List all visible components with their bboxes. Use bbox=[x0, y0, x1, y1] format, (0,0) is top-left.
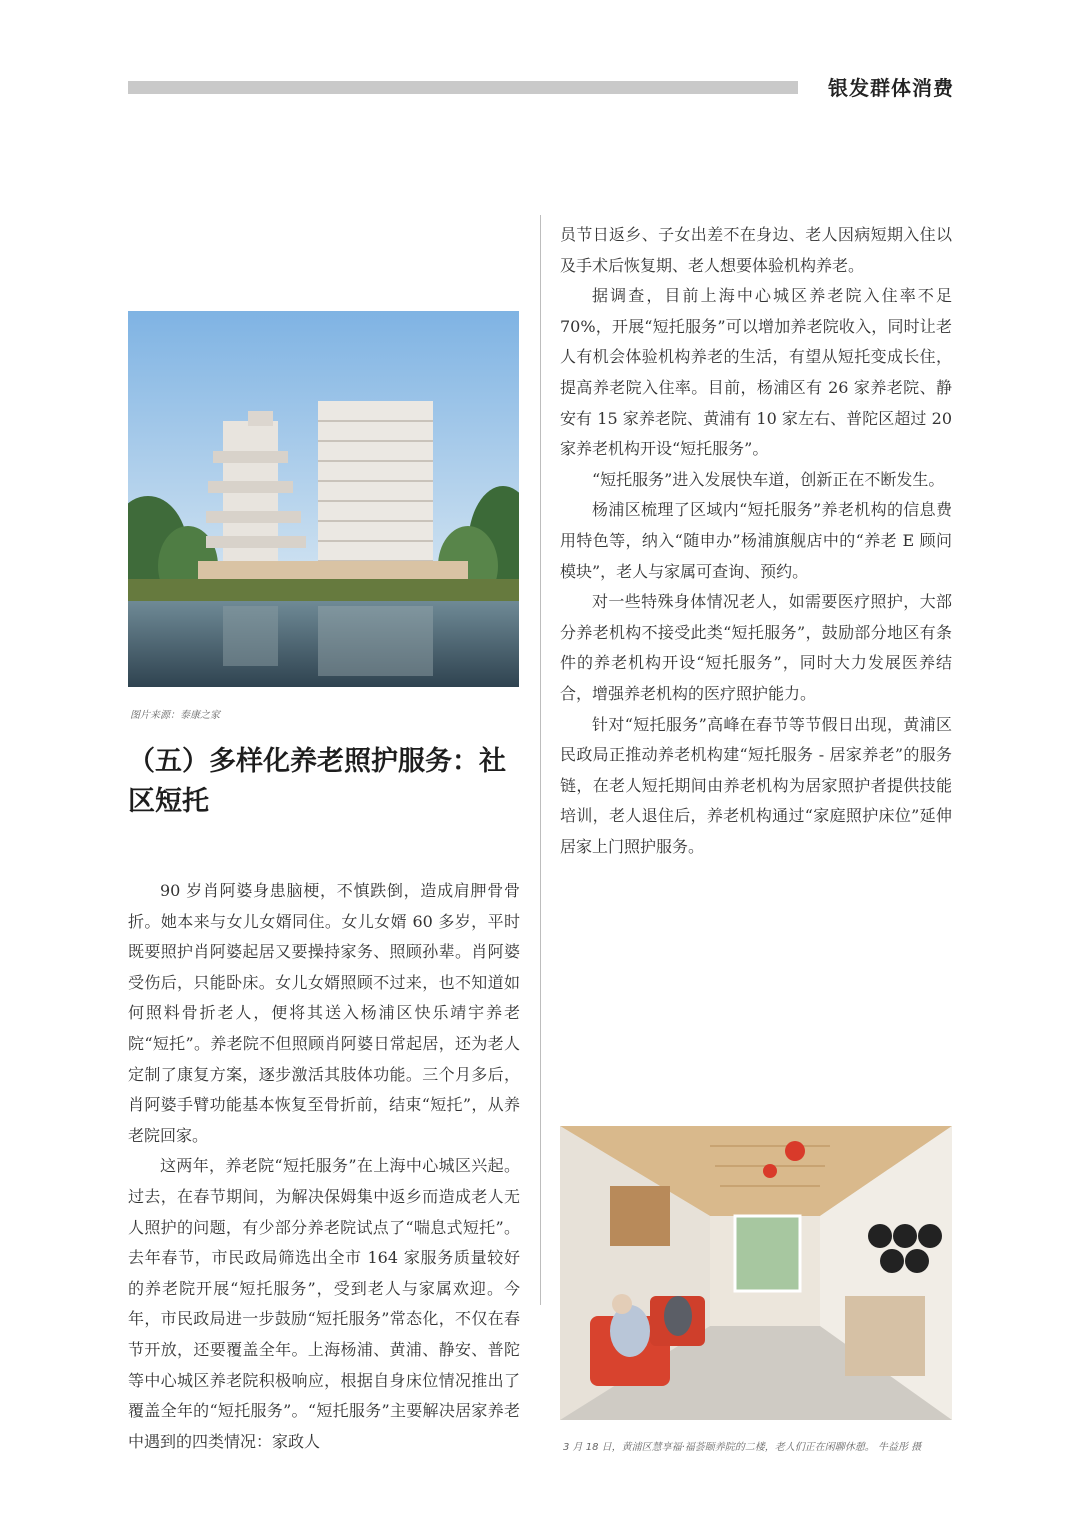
paragraph: 90 岁肖阿婆身患脑梗，不慎跌倒，造成肩胛骨骨折。她本来与女儿女婿同住。女儿女婿 60 多岁，平时既要照护肖阿婆起居又要操持家务、照顾孙辈。肖阿婆受伤后，只能卧床。女儿女婿照顾不过来，也不知道如何照料骨折老人，便将其送入杨浦区快乐靖宇养老院“短托”。养老院不但照顾肖阿婆日常起居，还为老人定制了康复方案，逐步激活其肢体功能。三个月多后，肖阿婆手臂功能基本恢复至骨折前，结束“短托”，从养老院回家。 bbox=[128, 881, 520, 1145]
paragraph: 对一些特殊身体情况老人，如需要医疗照护，大部分养老机构不接受此类“短托服务”，鼓励部分地区有条件的养老机构开设“短托服务”，同时大力发展医养结合，增强养老机构的医疗照护能力。 bbox=[560, 592, 952, 703]
paragraph: 杨浦区梳理了区域内“短托服务”养老机构的信息费用特色等，纳入“随申办”杨浦旗舰店中的“养老 E 顾问模块”，老人与家属可查询、预约。 bbox=[560, 500, 952, 581]
section-title: 银发群体消费 bbox=[828, 76, 954, 100]
paragraph: 针对“短托服务”高峰在春节等节假日出现，黄浦区民政局正推动养老机构建“短托服务 - 居家养老”的服务链，在老人短托期间由养老机构为居家照护者提供技能培训，老人退住后，养老机构通过“家庭照护床位”延伸居家上门照护服务。 bbox=[560, 714, 952, 856]
right-column bbox=[560, 220, 952, 862]
interior-photo bbox=[560, 1126, 952, 1420]
paragraph: 据调查，目前上海中心城区养老院入住率不足 70%，开展“短托服务”可以增加养老院收入，同时让老人有机会体验机构养老的生活，有望从短托变成长住，提高养老院入住率。目前，杨浦区有 26 家养老院、静安有 15 家养老院、黄浦有 10 家左右、普陀区超过 20 家养老机构开设“短托服务”。 bbox=[560, 286, 952, 459]
building-photo bbox=[128, 311, 519, 687]
column-divider bbox=[540, 215, 541, 1305]
section-heading: （五）多样化养老照护服务：社区短托 bbox=[128, 746, 506, 817]
left-column bbox=[128, 876, 520, 1457]
paragraph: 这两年，养老院“短托服务”在上海中心城区兴起。过去，在春节期间，为解决保姆集中返乡而造成老人无人照护的问题，有少部分养老院试点了“喘息式短托”。去年春节，市民政局筛选出全市 164 家服务质量较好的养老院开展“短托服务”，受到老人与家属欢迎。今年，市民政局进一步鼓励“短托服务”常态化，不仅在春节开放，还要覆盖全年。上海杨浦、黄浦、静安、普陀等中心城区养老院积极响应，根据自身床位情况推出了覆盖全年的“短托服务”。“短托服务”主要解决居家养老中遇到的四类情况：家政人 bbox=[128, 1156, 520, 1451]
header-bar bbox=[128, 81, 798, 94]
paragraph-continuation: 员节日返乡、子女出差不在身边、老人因病短期入住以及手术后恢复期、老人想要体验机构养老。 bbox=[560, 225, 952, 275]
figure-caption: 图片来源：泰康之家 bbox=[130, 710, 220, 721]
figure-caption: 3 月 18 日，黄浦区慧享福·福荟颐养院的二楼，老人们正在闲聊休憩。 牛益彤 摄 bbox=[563, 1442, 922, 1453]
paragraph: “短托服务”进入发展快车道，创新正在不断发生。 bbox=[592, 469, 945, 489]
